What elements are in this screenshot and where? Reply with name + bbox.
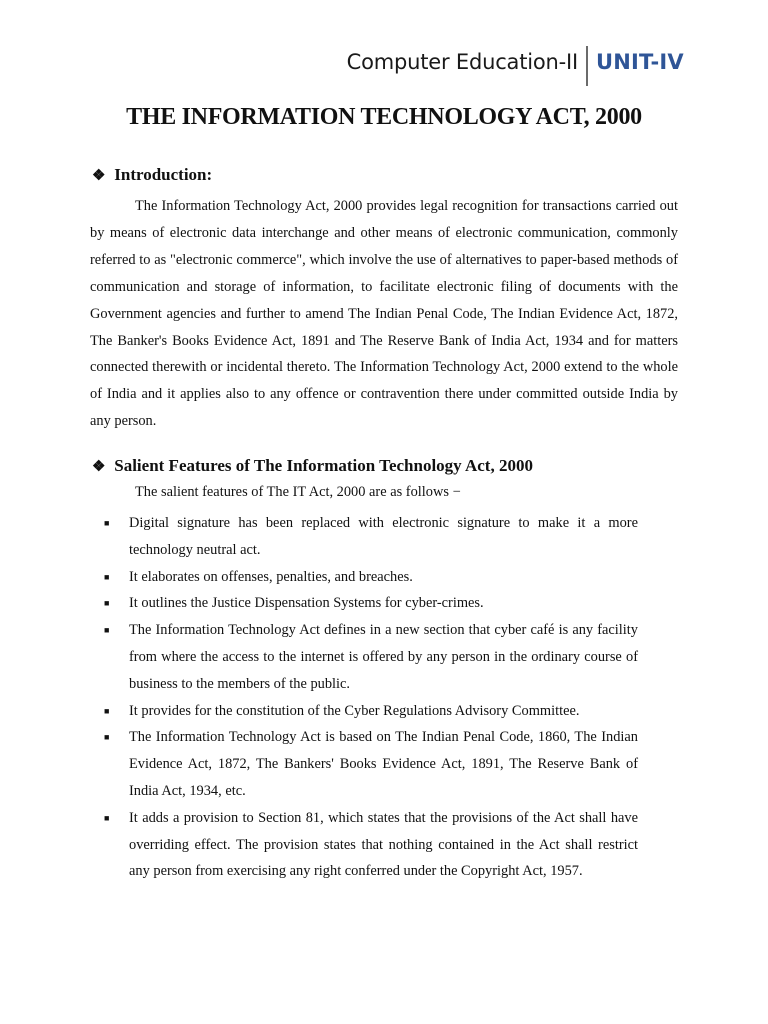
features-list: [104, 510, 638, 885]
list-item-text: The Information Technology Act is based on The Indian Penal Code, 1860, The Indian Evidence Act, 1872, The Bankers' Books Evidence Act, 1891, The Reserve Bank of India Act, 1934, etc.: [129, 729, 638, 799]
square-bullet-icon: ■: [104, 598, 110, 609]
list-item: [104, 590, 638, 617]
list-item: [104, 617, 638, 697]
features-lead-text: The salient features of The IT Act, 2000 are as follows −: [135, 484, 461, 500]
page-header: [0, 46, 768, 86]
features-heading-text: Salient Features of The Information Technology Act, 2000: [114, 456, 533, 475]
document-title: THE INFORMATION TECHNOLOGY ACT, 2000: [126, 104, 642, 130]
list-item: [104, 698, 638, 725]
features-heading: [92, 456, 533, 476]
introduction-paragraph: The Information Technology Act, 2000 provides legal recognition for transactions carried out by means of electronic data interchange and other means of electronic communication, commonly referred to as "electronic commerce", which involve the use of alternatives to paper-based methods of communication and storage of information, to facilitate electronic filing of documents with the Government agencies and further to amend The Indian Penal Code, The Indian Evidence Act, 1872, The Banker's Books Evidence Act, 1891 and The Reserve Bank of India Act, 1934 and for matters connected therewith or incidental thereto. The Information Technology Act, 2000 extend to the whole of India and it applies also to any offence or contravention there under committed outside India by any person.: [90, 198, 678, 430]
list-item: [104, 564, 638, 591]
introduction-heading-text: Introduction:: [114, 165, 213, 184]
square-bullet-icon: ■: [104, 705, 110, 716]
square-bullet-icon: ■: [104, 812, 110, 823]
list-item-text: It elaborates on offenses, penalties, and breaches.: [129, 568, 413, 585]
diamond-bullet-icon: ❖: [92, 459, 106, 475]
list-item: [104, 805, 638, 885]
square-bullet-icon: ■: [104, 571, 110, 582]
square-bullet-icon: ■: [104, 625, 110, 636]
list-item-text: It provides for the constitution of the Cyber Regulations Advisory Committee.: [129, 702, 580, 719]
list-item-text: It adds a provision to Section 81, which states that the provisions of the Act shall have overriding effect. The provision states that nothing contained in the Act shall restrict any person from exercising any right conferred under the Copyright Act, 1957.: [129, 809, 638, 880]
list-item-text: Digital signature has been replaced with electronic signature to make it a more technology neutral act.: [129, 515, 638, 558]
course-title: Computer Education-II: [346, 50, 578, 74]
square-bullet-icon: ■: [104, 518, 110, 528]
list-item-text: The Information Technology Act defines in a new section that cyber café is any facility from where the access to the internet is offered by any person in the ordinary course of business to the members of the public.: [129, 622, 638, 692]
introduction-heading: [92, 165, 212, 185]
unit-label: UNIT-IV: [596, 50, 684, 74]
diamond-bullet-icon: ❖: [92, 168, 106, 184]
square-bullet-icon: ■: [104, 732, 110, 743]
header-divider: [586, 46, 588, 86]
list-item: [104, 724, 638, 804]
list-item: [104, 510, 638, 564]
list-item-text: It outlines the Justice Dispensation Systems for cyber-crimes.: [129, 595, 484, 612]
